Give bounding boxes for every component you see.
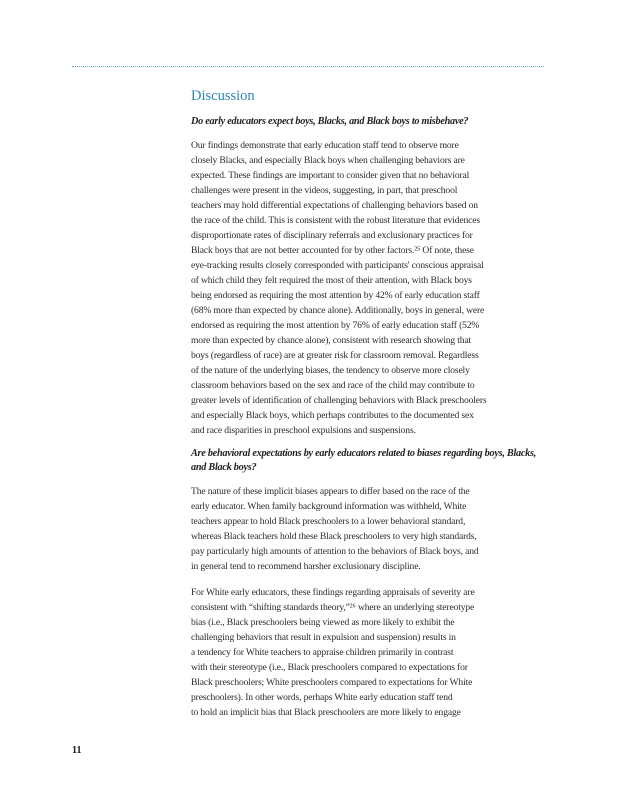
text-line: with their stereotype (i.e., Black preschoolers compared to expectations for — [191, 662, 468, 673]
text-line: being endorsed as requiring the most attention by 42% of early education staff — [191, 290, 480, 301]
text-line: consistent with “shifting standards theory,”²⁶ where an underlying stereotype — [191, 602, 475, 613]
text-line: and especially Black boys, which perhaps contributes to the documented sex — [191, 410, 474, 421]
text-line: to hold an implicit bias that Black preschoolers are more likely to engage — [191, 707, 461, 718]
text-line: Our findings demonstrate that early education staff tend to observe more — [191, 140, 459, 151]
paragraph-3 — [191, 585, 547, 720]
subheading-2: Are behavioral expectations by early educators related to biases regarding boys, Blacks, and Black boys? — [191, 448, 537, 473]
text-line: endorsed as requiring the most attention by 76% of early education staff (52% — [191, 320, 480, 331]
text-line: (68% more than expected by chance alone). Additionally, boys in general, were — [191, 305, 485, 316]
section-title: Discussion — [191, 88, 255, 104]
text-line: more than expected by chance alone), consistent with research showing that — [191, 335, 472, 346]
text-line: disproportionate rates of disciplinary referrals and exclusionary practices for — [191, 230, 473, 241]
header-dotted-rule — [72, 66, 544, 67]
text-line: of the nature of the underlying biases, the tendency to observe more closely — [191, 365, 470, 376]
text-line: early educator. When family background information was withheld, White — [191, 501, 467, 512]
text-line: preschoolers). In other words, perhaps White early education staff tend — [191, 692, 453, 703]
text-line: and race disparities in preschool expulsions and suspensions. — [191, 425, 416, 436]
text-line: of which child they felt required the most of their attention, with Black boys — [191, 275, 472, 286]
text-line: closely Blacks, and especially Black boys when challenging behaviors are — [191, 155, 465, 166]
text-line: eye-tracking results closely corresponded with participants' conscious appraisal — [191, 260, 484, 271]
text-line: greater levels of identification of challenging behaviors with Black preschoolers — [191, 395, 487, 406]
text-line: pay particularly high amounts of attention to the behaviors of Black boys, and — [191, 546, 479, 557]
text-line: For White early educators, these findings regarding appraisals of severity are — [191, 587, 475, 598]
text-line: teachers may hold differential expectations of challenging behaviors based on — [191, 200, 478, 211]
text-line: Black preschoolers; White preschoolers compared to expectations for White — [191, 677, 473, 688]
text-line: the race of the child. This is consistent with the robust literature that evidences — [191, 215, 480, 226]
text-line: The nature of these implicit biases appears to differ based on the race of the — [191, 486, 470, 497]
text-line: in general tend to recommend harsher exclusionary discipline. — [191, 561, 421, 572]
text-line: teachers appear to hold Black preschoolers to a lower behavioral standard, — [191, 516, 466, 527]
text-line: Black boys that are not better accounted for by other factors.²⁵ Of note, these — [191, 245, 474, 256]
text-line: challenges were present in the videos, suggesting, in part, that preschool — [191, 185, 458, 196]
text-line: challenging behaviors that result in expulsion and suspension) results in — [191, 632, 456, 643]
text-line: bias (i.e., Black preschoolers being viewed as more likely to exhibit the — [191, 617, 455, 628]
page-number: 11 — [72, 745, 82, 756]
main-content — [191, 87, 547, 720]
text-line: a tendency for White teachers to appraise children primarily in contrast — [191, 647, 454, 658]
subheading-1: Do early educators expect boys, Blacks, and Black boys to misbehave? — [191, 116, 469, 127]
paragraph-2 — [191, 484, 547, 574]
text-line: classroom behaviors based on the sex and race of the child may contribute to — [191, 380, 475, 391]
text-line: whereas Black teachers hold these Black preschoolers to very high standards, — [191, 531, 477, 542]
text-line: boys (regardless of race) are at greater risk for classroom removal. Regardless — [191, 350, 479, 361]
text-line: expected. These findings are important to consider given that no behavioral — [191, 170, 470, 181]
paragraph-1 — [191, 138, 547, 438]
